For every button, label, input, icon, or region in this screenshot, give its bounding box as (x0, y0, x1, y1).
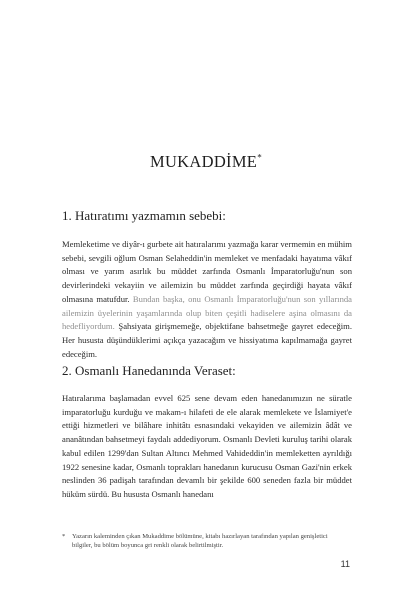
section-1-heading: 1. Hatıratımı yazmamın sebebi: (62, 208, 226, 223)
footnote-line-2: bilgiler, bu bölüm boyunca gri renkli olarak belirtilmiştir. (72, 542, 224, 550)
title-footnote-mark: * (257, 152, 262, 163)
title-text: MUKADDİME (149, 152, 258, 171)
section-1-text-editor-note: Bundan başka, onu Osmanlı İmparatorluğu'nun son yıllarında ailemizin üyelerinin yaşamlarında olup biten çeşitli hadiselere aşina olmasını da hedefliyordum. (62, 293, 352, 332)
section-1-text-continued: Şahsiyata girişmemeğe, objektifane bahsetmeğe gayret edeceğim. Her hususta düşündüklerimi açıkça yazacağım ve hissiyatıma kapılmamağa gayret edeceğim. (62, 321, 352, 359)
section-2-heading: 2. Osmanlı Hanedanında Veraset: (62, 363, 236, 378)
footnote (62, 532, 352, 550)
page-number: 11 (340, 559, 350, 569)
section-1-paragraph (62, 238, 352, 361)
page-title (0, 152, 412, 172)
footnote-mark: * (62, 533, 66, 540)
footnote-line-1: Yazarın kaleminden çıkan Mukaddime bölümüne, kitabı hazırlayan tarafından yapılan genişletici (72, 533, 328, 540)
section-1-text-main: Memleketime ve diyâr-ı gurbete ait hatıralarımı yazmağa karar vermemin en mühim sebebi, sevgili oğlum Osman Selaheddin'in memleket ve menfadaki hayatıma vâkıf olması ve yarım asırlık bu müddet zarfında Osmanlı İmparatorluğu'nun son devirlerindeki vekayiin ve ailemizin bu müddet zarfında geçirdiği hayata vâkıf olmasına matufdur. (62, 239, 352, 304)
section-2-paragraph: Hatıralarıma başlamadan evvel 625 sene devam eden hanedanımızın ne süratle imparatorluğu kurduğu ve makam-ı hilafeti de ele alarak memlekete ve İslamiyet'e ettiği hizmetleri ve bilâhare inhitâtı esnasındaki vekayiden ve ailemizin âdât ve ananâtından bahsetmeyi faydalı addediyorum. Osmanlı Devleti kuruluş tarihi olarak kabul edilen 1299'dan Sultan Altıncı Mehmed Vahideddin'in memleketten ayrıldığı 1922 senesine kadar, Osmanlı toprakları hanedanın kurucusu Osman Gazi'nin erkek neslinden 36 padişah tarafından devamlı bir şekilde 600 seneden fazla bir müddet hüküm sürdü. Bu hususta Osmanlı hanedanı (62, 393, 352, 499)
